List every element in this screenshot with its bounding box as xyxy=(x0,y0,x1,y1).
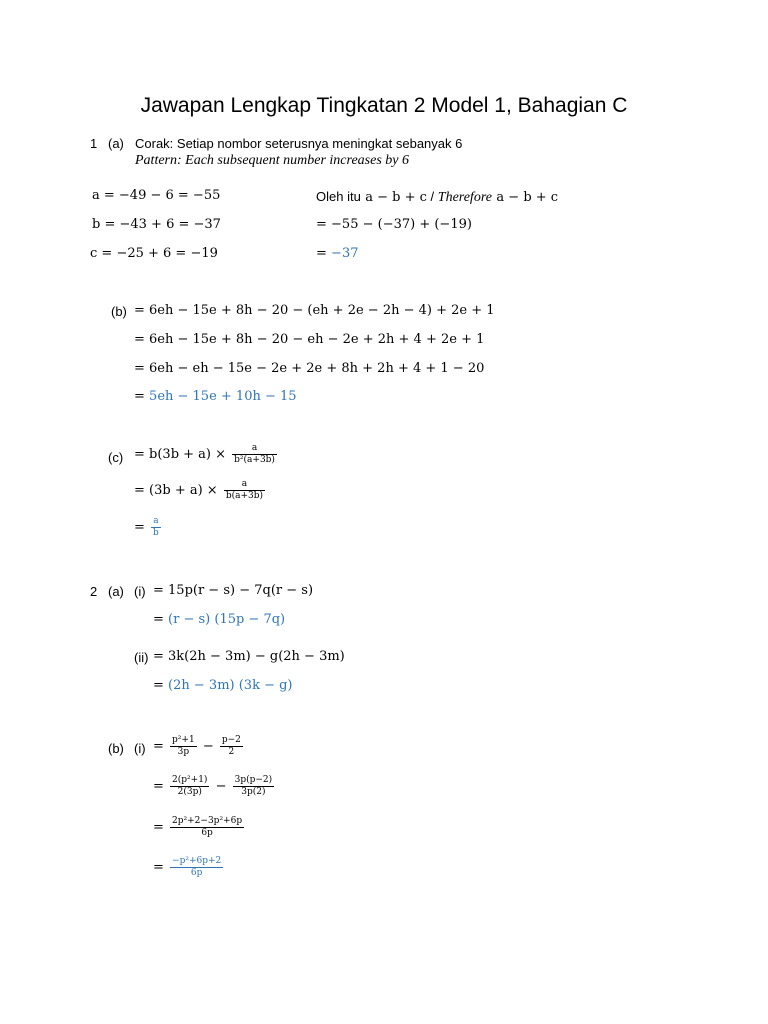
question-1c-label: (c) xyxy=(108,450,124,465)
fraction: $\frac{\text{2(p²+1)}}{2(3p)}$ xyxy=(172,775,208,797)
therefore-expression: a − b + c xyxy=(496,190,559,205)
question-2a-i-answer-line xyxy=(153,612,285,627)
question-2a-ii-line: = 3k(2h − 3m) − g(2h − 3m) xyxy=(153,649,345,664)
oleh-itu-expression: a − b + c xyxy=(365,190,427,205)
pattern-text-english: Pattern: Each subsequent number increases by 6 xyxy=(135,153,409,168)
question-2a-ii-label: (ii) xyxy=(134,650,149,665)
equals-sign: = xyxy=(153,678,164,693)
question-1c-answer-line xyxy=(134,516,163,539)
question-2a-label: (a) xyxy=(108,584,124,599)
equals-sign: = xyxy=(134,520,145,535)
question-2b-line-1: = $\frac{\text{p²+1}}{3p}$ − $\frac{p-2}{2}$ xyxy=(153,735,241,757)
fraction: $\frac{a}{b(a+3b)}$ xyxy=(225,479,264,501)
value-c-line: c = −25 + 6 = −19 xyxy=(90,246,218,261)
question-1-number: 1 xyxy=(90,136,98,151)
question-2a-i-answer: (r − s) (15p − 7q) xyxy=(168,612,286,627)
question-1c-line-1 xyxy=(134,443,279,466)
question-2b-line-3: = $\frac{\text{2p²+2−3p²+6p}}{6p}$ xyxy=(153,816,243,838)
fraction: $\frac{3p(p-2)}{3p(2)}$ xyxy=(234,775,273,797)
question-2b-answer: $\frac{\text{−p²+6p+2}}{6p}$ xyxy=(172,856,222,878)
minus-sign: − xyxy=(202,739,214,754)
pattern-text-malay: Corak: Setiap nombor seterusnya meningkat sebanyak 6 xyxy=(135,136,463,151)
question-2-number: 2 xyxy=(90,584,98,599)
question-1b-line-2: = 6eh − 15e + 8h − 20 − eh − 2e + 2h + 4 + 2e + 1 xyxy=(134,332,485,347)
question-1b-answer-line xyxy=(134,389,297,404)
slash-separator: / xyxy=(426,189,438,204)
therefore-calculation: = −55 − (−37) + (−19) xyxy=(316,217,472,232)
equals-sign: = xyxy=(153,612,164,627)
fraction: $\frac{p-2}{2}$ xyxy=(221,735,241,757)
fraction: $\frac{a}{\text{b²(a+3b)}}$ xyxy=(234,443,275,465)
question-2b-answer-line: = $\frac{\text{−p²+6p+2}}{6p}$ xyxy=(153,856,222,878)
question-2a-ii-answer-line xyxy=(153,678,293,693)
question-1b-label: (b) xyxy=(111,304,127,319)
question-2a-i-label: (i) xyxy=(134,584,146,599)
question-1c-answer: $\frac{a}{b}$ xyxy=(153,516,159,538)
equals-sign: = xyxy=(134,389,145,404)
question-1b-line-1: = 6eh − 15e + 8h − 20 − (eh + 2e − 2h − 4) + 2e + 1 xyxy=(134,303,495,318)
equals-sign: = xyxy=(316,246,327,261)
fraction: $\frac{\text{p²+1}}{3p}$ xyxy=(172,735,195,757)
value-a-line: a = −49 − 6 = −55 xyxy=(92,188,221,203)
question-1c-line-2 xyxy=(134,479,267,502)
question-2b-i-label: (i) xyxy=(134,741,146,756)
oleh-itu-text: Oleh itu xyxy=(316,189,361,204)
therefore-line xyxy=(316,188,558,206)
question-1b-line-3: = 6eh − eh − 15e − 2e + 2e + 8h + 2h + 4 + 1 − 20 xyxy=(134,361,485,376)
question-2a-i-line: = 15p(r − s) − 7q(r − s) xyxy=(153,583,314,598)
fraction: $\frac{\text{2p²+2−3p²+6p}}{6p}$ xyxy=(172,816,243,838)
minus-sign: − xyxy=(215,779,227,794)
therefore-text: Therefore xyxy=(437,190,492,205)
question-2b-line-2: = $\frac{\text{2(p²+1)}}{2(3p)}$ − $\frac{3p(p-2)}{3p(2)}$ xyxy=(153,775,273,797)
question-2a-ii-answer: (2h − 3m) (3k − g) xyxy=(168,678,293,693)
question-1a-answer: −37 xyxy=(331,246,359,261)
expression: = (3b + a) × xyxy=(134,483,218,498)
question-1a-answer-line xyxy=(316,246,358,261)
expression: = b(3b + a) × xyxy=(134,447,227,462)
question-1a-label: (a) xyxy=(108,136,124,151)
value-b-line: b = −43 + 6 = −37 xyxy=(92,217,221,232)
question-2b-label: (b) xyxy=(108,741,124,756)
question-1b-answer: 5eh − 15e + 10h − 15 xyxy=(149,389,297,404)
page-title: Jawapan Lengkap Tingkatan 2 Model 1, Bahagian C xyxy=(140,94,628,117)
